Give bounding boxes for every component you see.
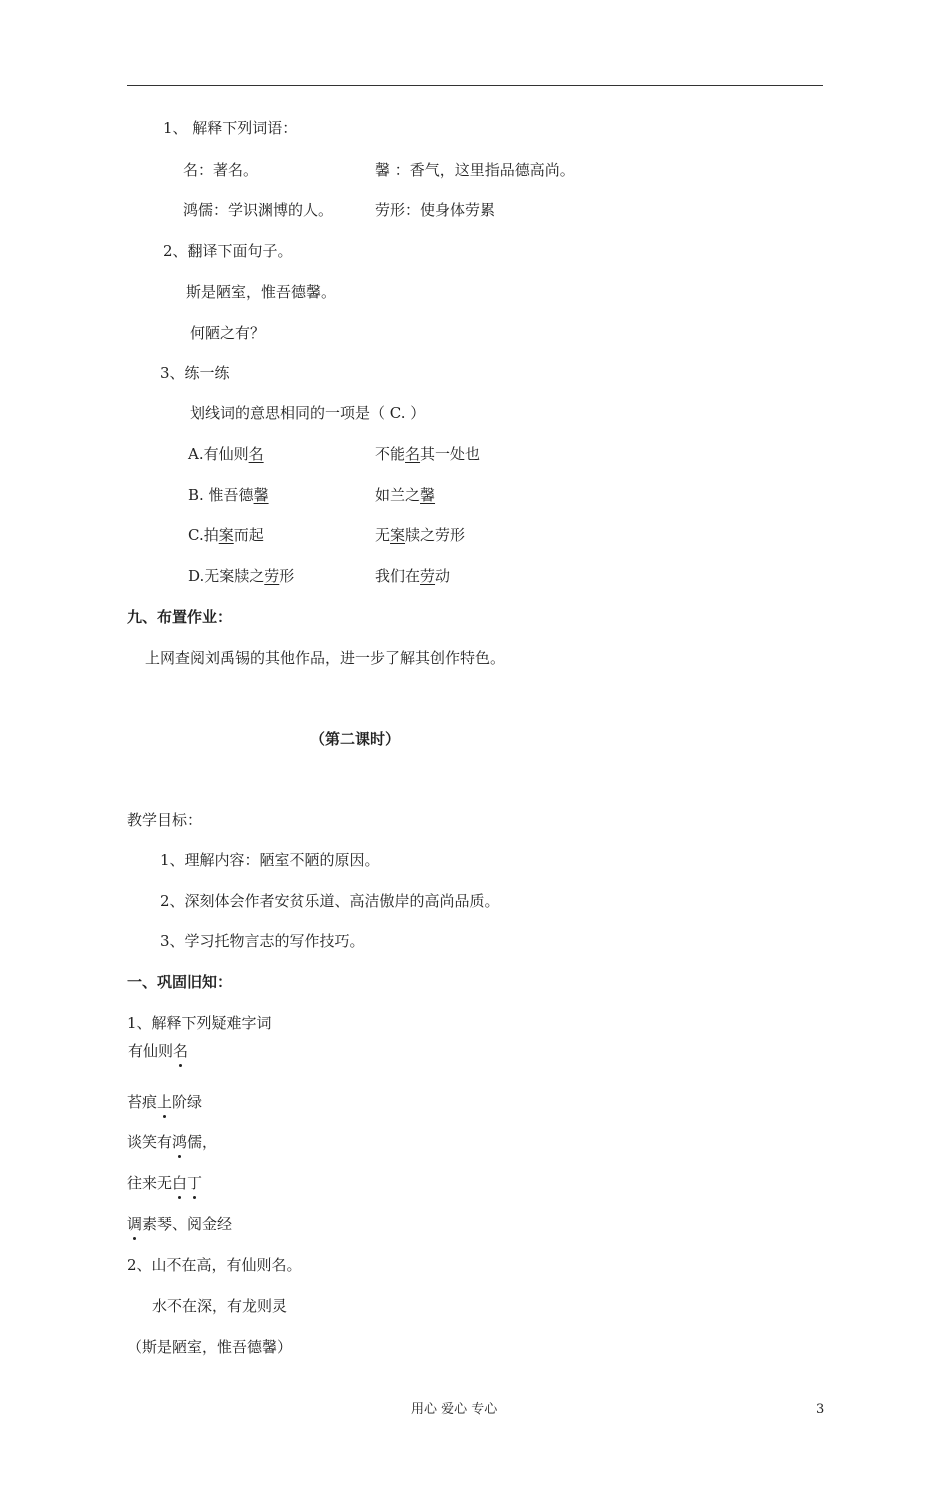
- option-d-right: 我们在劳动: [375, 567, 451, 585]
- vocab-item: 苔痕上阶绿: [127, 1093, 203, 1111]
- definition-laoxing: 劳形：使身体劳累: [375, 201, 496, 219]
- review-heading: 一、巩固旧知：: [127, 973, 233, 991]
- definition-xin: 馨 ：香气，这里指品德高尚。: [375, 161, 575, 179]
- goals-heading: 教学目标：: [127, 811, 203, 829]
- review-q2: 2、山不在高，有仙则名。: [127, 1256, 302, 1274]
- page-number: 3: [816, 1402, 825, 1417]
- option-c-right: 无案牍之劳形: [375, 526, 466, 544]
- homework-text: 上网查阅刘禹锡的其他作品，进一步了解其创作特色。: [145, 649, 506, 667]
- section-9-heading: 九、布置作业：: [127, 608, 233, 626]
- option-d-left: D.无案牍之劳形: [188, 567, 295, 585]
- option-c-left: C.拍案而起: [188, 526, 264, 544]
- definition-ming: 名：著名。: [183, 161, 259, 179]
- exercise-prompt: 划线词的意思相同的一项是（ C. ）: [190, 404, 426, 422]
- q2-heading: 2、翻译下面句子。: [163, 242, 293, 260]
- option-a-left: A.有仙则名: [188, 445, 264, 463]
- vocab-item: 调素琴、阅金经: [127, 1215, 233, 1233]
- lesson-2-title: （第二课时）: [310, 730, 401, 748]
- sentence-2: 何陋之有？: [190, 324, 266, 342]
- review-line: （斯是陋室，惟吾德馨）: [127, 1338, 293, 1356]
- q3-heading: 3、练一练: [160, 364, 230, 382]
- review-q1: 1、解释下列疑难字词: [127, 1014, 272, 1032]
- vocab-item: 往来无白丁: [127, 1174, 203, 1192]
- vocab-item: 谈笑有鸿儒，: [127, 1133, 218, 1151]
- header-rule: [127, 85, 823, 86]
- goal-item: 1、理解内容：陋室不陋的原因。: [160, 851, 380, 869]
- option-b-right: 如兰之馨: [375, 486, 436, 504]
- review-line: 水不在深，有龙则灵: [152, 1297, 288, 1315]
- sentence-1: 斯是陋室，惟吾德馨。: [186, 283, 337, 301]
- vocab-item: 有仙则名: [128, 1042, 189, 1060]
- s1-heading: 1、 解释下列词语：: [163, 119, 298, 137]
- goal-item: 3、学习托物言志的写作技巧。: [160, 932, 365, 950]
- goal-item: 2、深刻体会作者安贫乐道、高洁傲岸的高尚品质。: [160, 892, 500, 910]
- option-b-left: B. 惟吾德馨: [188, 486, 269, 504]
- definition-hongru: 鸿儒：学识渊博的人。: [183, 201, 334, 219]
- option-a-right: 不能名其一处也: [375, 445, 481, 463]
- footer-motto: 用心 爱心 专心: [411, 1402, 498, 1417]
